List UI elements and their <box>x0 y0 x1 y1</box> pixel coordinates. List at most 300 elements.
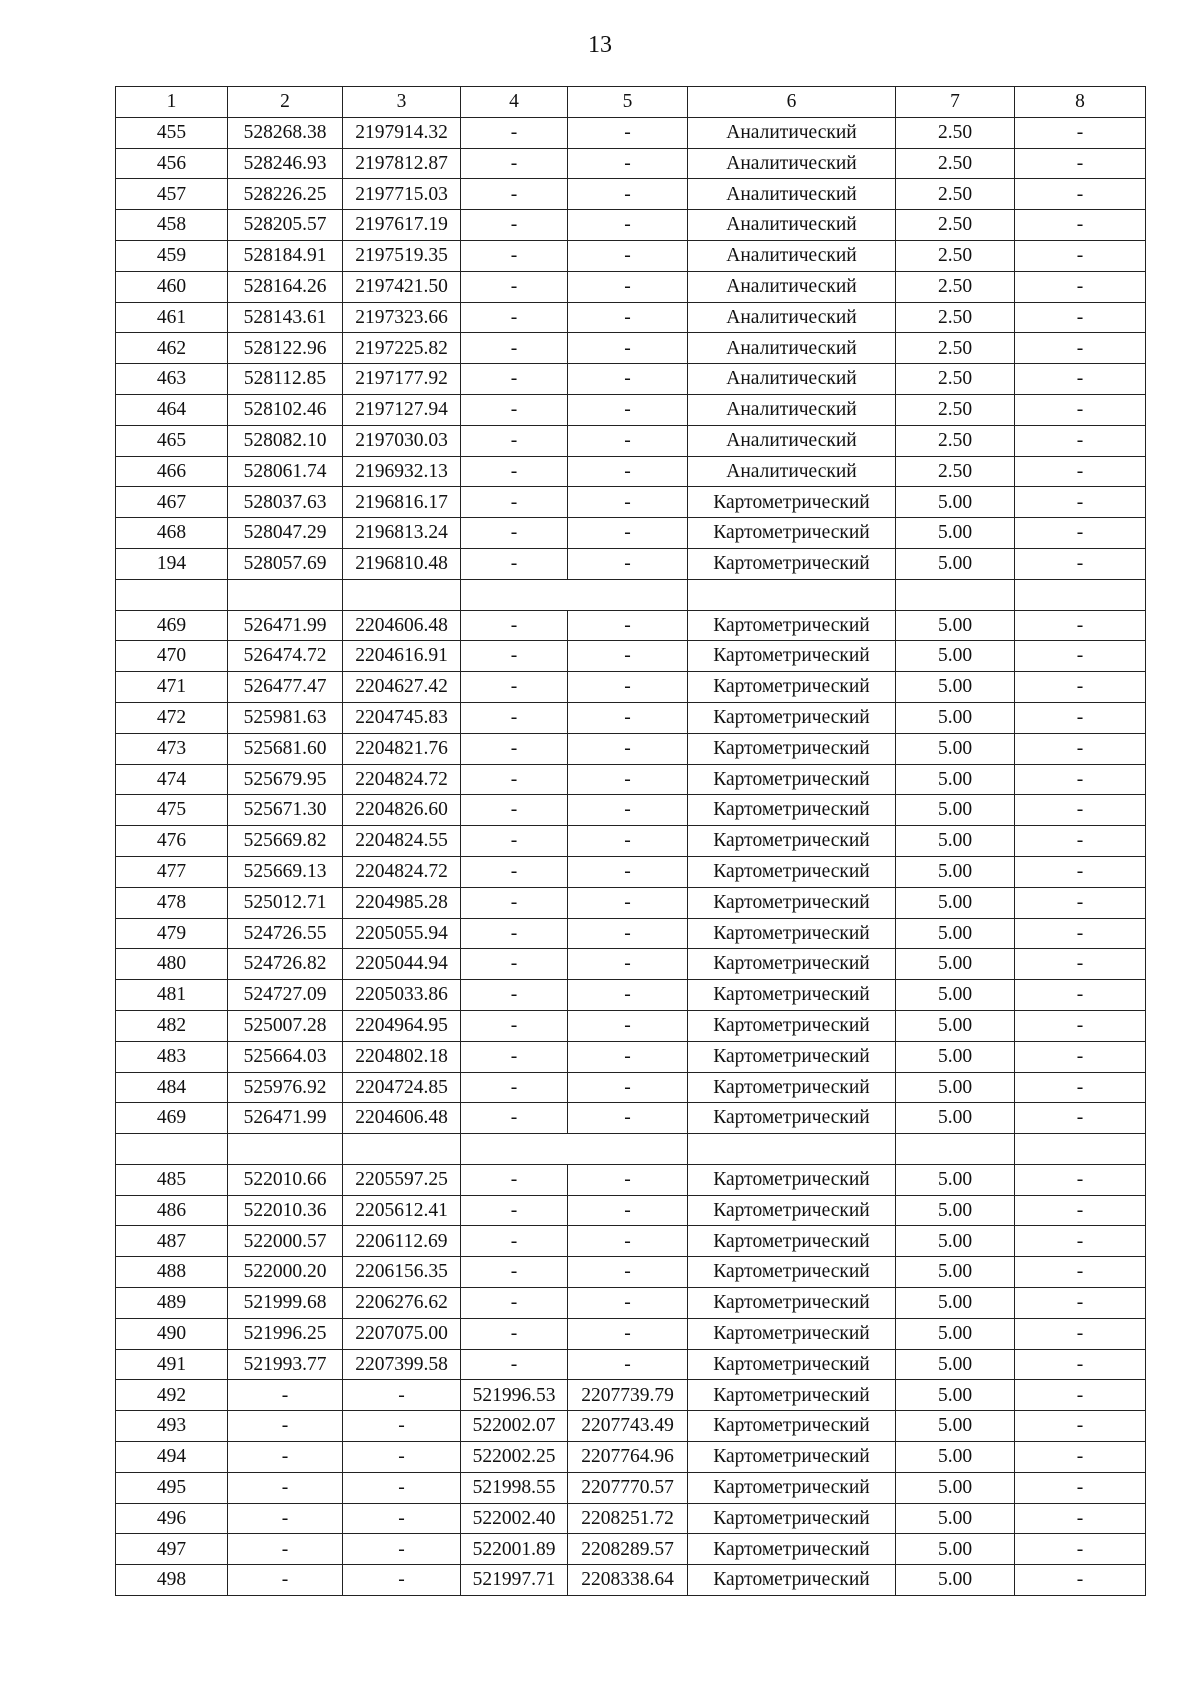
table-cell-col-8: - <box>1015 1288 1146 1319</box>
table-row <box>116 518 1146 549</box>
table-cell-col-6: Картометрический <box>688 1380 896 1411</box>
table-cell-col-2: 521999.68 <box>228 1288 343 1319</box>
table-cell-col-5: - <box>568 1318 688 1349</box>
table-cell-col-6: Картометрический <box>688 1164 896 1195</box>
coordinates-table <box>115 86 1146 1596</box>
table-cell-col-2: 521996.25 <box>228 1318 343 1349</box>
table-cell-col-2: 528164.26 <box>228 271 343 302</box>
table-cell-col-8: - <box>1015 179 1146 210</box>
table-row <box>116 1472 1146 1503</box>
table-cell-col-8: - <box>1015 364 1146 395</box>
table-cell-col-1: 489 <box>116 1288 228 1319</box>
table-cell-col-2: 528102.46 <box>228 394 343 425</box>
table-cell-col-7: 5.00 <box>896 980 1015 1011</box>
table-cell-col-1: 456 <box>116 148 228 179</box>
table-cell-col-2: 525669.82 <box>228 826 343 857</box>
table-cell-col-5: - <box>568 1041 688 1072</box>
table-cell-col-8: - <box>1015 1472 1146 1503</box>
table-cell-col-3: 2204606.48 <box>343 1103 461 1134</box>
table-cell-col-2: 522010.36 <box>228 1195 343 1226</box>
table-cell-col-8: - <box>1015 795 1146 826</box>
column-header-3: 3 <box>343 87 461 118</box>
table-cell-col-5: - <box>568 1349 688 1380</box>
table-cell-col-1: 467 <box>116 487 228 518</box>
table-cell-col-5: - <box>568 980 688 1011</box>
table-cell-col-1: 459 <box>116 240 228 271</box>
table-cell-col-6: Аналитический <box>688 240 896 271</box>
table-cell-col-6: Картометрический <box>688 1288 896 1319</box>
table-cell-col-6: Аналитический <box>688 394 896 425</box>
table-cell-col-3: 2197715.03 <box>343 179 461 210</box>
table-cell-col-2: 525981.63 <box>228 702 343 733</box>
table-cell-col-1: 488 <box>116 1257 228 1288</box>
table-cell-col-5: - <box>568 1257 688 1288</box>
table-cell-col-1: 455 <box>116 117 228 148</box>
table-cell-col-1: 482 <box>116 1010 228 1041</box>
empty-cell <box>568 1134 688 1165</box>
table-cell-col-5: - <box>568 240 688 271</box>
table-cell-col-8: - <box>1015 672 1146 703</box>
table-cell-col-3: 2197323.66 <box>343 302 461 333</box>
empty-cell <box>116 579 228 610</box>
table-cell-col-8: - <box>1015 826 1146 857</box>
table-cell-col-6: Картометрический <box>688 764 896 795</box>
table-row <box>116 918 1146 949</box>
table-cell-col-8: - <box>1015 240 1146 271</box>
table-cell-col-8: - <box>1015 1103 1146 1134</box>
table-row <box>116 856 1146 887</box>
table-cell-col-3: 2204802.18 <box>343 1041 461 1072</box>
table-cell-col-3: 2206112.69 <box>343 1226 461 1257</box>
table-cell-col-2: - <box>228 1503 343 1534</box>
table-cell-col-8: - <box>1015 1534 1146 1565</box>
table-cell-col-5: - <box>568 364 688 395</box>
table-cell-col-7: 2.50 <box>896 425 1015 456</box>
table-cell-col-8: - <box>1015 548 1146 579</box>
table-cell-col-1: 491 <box>116 1349 228 1380</box>
table-row <box>116 240 1146 271</box>
table-cell-col-8: - <box>1015 1318 1146 1349</box>
table-cell-col-3: 2204724.85 <box>343 1072 461 1103</box>
table-cell-col-2: 528082.10 <box>228 425 343 456</box>
table-cell-col-8: - <box>1015 733 1146 764</box>
table-cell-col-7: 5.00 <box>896 1349 1015 1380</box>
separator-row <box>116 1134 1146 1165</box>
table-cell-col-2: 525679.95 <box>228 764 343 795</box>
table-cell-col-7: 5.00 <box>896 1164 1015 1195</box>
table-cell-col-2: 526471.99 <box>228 610 343 641</box>
table-cell-col-5: - <box>568 1072 688 1103</box>
separator-row <box>116 579 1146 610</box>
empty-cell <box>116 1134 228 1165</box>
table-cell-col-3: - <box>343 1565 461 1596</box>
table-cell-col-4: - <box>461 1288 568 1319</box>
table-cell-col-6: Картометрический <box>688 1411 896 1442</box>
column-header-1: 1 <box>116 87 228 118</box>
table-cell-col-8: - <box>1015 1442 1146 1473</box>
table-cell-col-5: - <box>568 733 688 764</box>
table-cell-col-1: 468 <box>116 518 228 549</box>
table-cell-col-6: Картометрический <box>688 795 896 826</box>
table-cell-col-4: 521997.71 <box>461 1565 568 1596</box>
table-cell-col-6: Картометрический <box>688 826 896 857</box>
table-cell-col-2: 522000.20 <box>228 1257 343 1288</box>
table-cell-col-2: - <box>228 1534 343 1565</box>
table-cell-col-7: 5.00 <box>896 641 1015 672</box>
table-cell-col-1: 472 <box>116 702 228 733</box>
table-cell-col-8: - <box>1015 1380 1146 1411</box>
table-cell-col-6: Картометрический <box>688 1472 896 1503</box>
table-cell-col-1: 460 <box>116 271 228 302</box>
table-cell-col-2: 524726.82 <box>228 949 343 980</box>
table-cell-col-1: 480 <box>116 949 228 980</box>
table-cell-col-8: - <box>1015 148 1146 179</box>
table-row <box>116 271 1146 302</box>
table-cell-col-7: 5.00 <box>896 918 1015 949</box>
table-cell-col-8: - <box>1015 1195 1146 1226</box>
table-cell-col-3: 2204985.28 <box>343 887 461 918</box>
table-cell-col-7: 5.00 <box>896 949 1015 980</box>
table-cell-col-1: 458 <box>116 210 228 241</box>
table-row <box>116 179 1146 210</box>
table-cell-col-7: 2.50 <box>896 117 1015 148</box>
table-cell-col-1: 464 <box>116 394 228 425</box>
table-cell-col-7: 5.00 <box>896 887 1015 918</box>
table-cell-col-4: - <box>461 487 568 518</box>
table-cell-col-5: - <box>568 117 688 148</box>
table-row <box>116 548 1146 579</box>
table-cell-col-2: 526471.99 <box>228 1103 343 1134</box>
table-cell-col-2: 528112.85 <box>228 364 343 395</box>
table-cell-col-6: Картометрический <box>688 1041 896 1072</box>
table-cell-col-1: 481 <box>116 980 228 1011</box>
table-cell-col-6: Картометрический <box>688 1257 896 1288</box>
table-cell-col-3: - <box>343 1411 461 1442</box>
table-cell-col-7: 5.00 <box>896 518 1015 549</box>
table-cell-col-5: - <box>568 826 688 857</box>
table-cell-col-8: - <box>1015 1503 1146 1534</box>
table-cell-col-5: - <box>568 887 688 918</box>
table-row <box>116 487 1146 518</box>
table-cell-col-4: - <box>461 271 568 302</box>
table-cell-col-8: - <box>1015 1226 1146 1257</box>
table-cell-col-2: 521993.77 <box>228 1349 343 1380</box>
table-cell-col-4: 522002.40 <box>461 1503 568 1534</box>
table-cell-col-2: 525664.03 <box>228 1041 343 1072</box>
table-cell-col-6: Картометрический <box>688 1195 896 1226</box>
table-cell-col-4: - <box>461 456 568 487</box>
table-cell-col-5: - <box>568 702 688 733</box>
empty-cell <box>688 1134 896 1165</box>
table-cell-col-5: - <box>568 672 688 703</box>
table-cell-col-5: - <box>568 856 688 887</box>
table-cell-col-6: Картометрический <box>688 487 896 518</box>
table-cell-col-6: Аналитический <box>688 179 896 210</box>
table-cell-col-4: - <box>461 1103 568 1134</box>
table-cell-col-2: 525671.30 <box>228 795 343 826</box>
table-cell-col-4: - <box>461 1072 568 1103</box>
table-cell-col-3: 2205044.94 <box>343 949 461 980</box>
table-cell-col-1: 494 <box>116 1442 228 1473</box>
table-cell-col-4: - <box>461 210 568 241</box>
table-cell-col-2: 522010.66 <box>228 1164 343 1195</box>
table-cell-col-6: Аналитический <box>688 456 896 487</box>
table-cell-col-8: - <box>1015 1072 1146 1103</box>
table-cell-col-7: 5.00 <box>896 1442 1015 1473</box>
table-cell-col-1: 462 <box>116 333 228 364</box>
table-row <box>116 1349 1146 1380</box>
table-cell-col-3: 2204824.72 <box>343 856 461 887</box>
table-cell-col-8: - <box>1015 1257 1146 1288</box>
table-cell-col-1: 483 <box>116 1041 228 1072</box>
table-cell-col-6: Картометрический <box>688 1318 896 1349</box>
table-cell-col-2: - <box>228 1442 343 1473</box>
empty-cell <box>568 579 688 610</box>
table-cell-col-8: - <box>1015 702 1146 733</box>
table-cell-col-8: - <box>1015 302 1146 333</box>
table-cell-col-4: - <box>461 148 568 179</box>
table-cell-col-8: - <box>1015 210 1146 241</box>
table-body <box>116 117 1146 1595</box>
table-cell-col-3: 2196813.24 <box>343 518 461 549</box>
table-cell-col-6: Картометрический <box>688 1503 896 1534</box>
table-cell-col-1: 471 <box>116 672 228 703</box>
table-cell-col-3: 2204964.95 <box>343 1010 461 1041</box>
table-cell-col-5: - <box>568 1226 688 1257</box>
table-cell-col-7: 2.50 <box>896 271 1015 302</box>
table-cell-col-6: Картометрический <box>688 1442 896 1473</box>
table-cell-col-1: 474 <box>116 764 228 795</box>
table-cell-col-3: 2204745.83 <box>343 702 461 733</box>
table-cell-col-7: 5.00 <box>896 795 1015 826</box>
table-cell-col-2: 525681.60 <box>228 733 343 764</box>
table-cell-col-6: Аналитический <box>688 333 896 364</box>
table-cell-col-5: - <box>568 148 688 179</box>
column-header-2: 2 <box>228 87 343 118</box>
table-cell-col-8: - <box>1015 394 1146 425</box>
table-cell-col-5: - <box>568 271 688 302</box>
table-cell-col-7: 5.00 <box>896 1257 1015 1288</box>
table-row <box>116 1072 1146 1103</box>
table-cell-col-5: - <box>568 179 688 210</box>
table-row <box>116 425 1146 456</box>
table-cell-col-5: - <box>568 1103 688 1134</box>
table-row <box>116 641 1146 672</box>
table-cell-col-2: - <box>228 1380 343 1411</box>
table-cell-col-6: Картометрический <box>688 672 896 703</box>
table-row <box>116 1442 1146 1473</box>
table-cell-col-2: 528143.61 <box>228 302 343 333</box>
table-cell-col-7: 5.00 <box>896 702 1015 733</box>
empty-cell <box>228 1134 343 1165</box>
table-cell-col-3: - <box>343 1442 461 1473</box>
table-cell-col-1: 493 <box>116 1411 228 1442</box>
empty-cell <box>1015 1134 1146 1165</box>
table-cell-col-1: 469 <box>116 610 228 641</box>
table-cell-col-4: - <box>461 949 568 980</box>
table-cell-col-3: 2204606.48 <box>343 610 461 641</box>
table-row <box>116 672 1146 703</box>
table-cell-col-2: 528057.69 <box>228 548 343 579</box>
table-cell-col-5: - <box>568 425 688 456</box>
table-cell-col-7: 2.50 <box>896 394 1015 425</box>
table-cell-col-6: Картометрический <box>688 887 896 918</box>
table-cell-col-1: 469 <box>116 1103 228 1134</box>
table-cell-col-7: 5.00 <box>896 1380 1015 1411</box>
table-cell-col-4: - <box>461 364 568 395</box>
table-cell-col-5: - <box>568 394 688 425</box>
table-cell-col-7: 5.00 <box>896 1318 1015 1349</box>
table-cell-col-6: Картометрический <box>688 641 896 672</box>
table-row <box>116 364 1146 395</box>
table-cell-col-8: - <box>1015 1164 1146 1195</box>
table-cell-col-4: - <box>461 1195 568 1226</box>
table-cell-col-7: 5.00 <box>896 1195 1015 1226</box>
column-header-8: 8 <box>1015 87 1146 118</box>
table-row <box>116 1041 1146 1072</box>
table-cell-col-8: - <box>1015 980 1146 1011</box>
table-cell-col-1: 486 <box>116 1195 228 1226</box>
table-cell-col-1: 476 <box>116 826 228 857</box>
table-cell-col-3: 2206156.35 <box>343 1257 461 1288</box>
table-cell-col-2: 528037.63 <box>228 487 343 518</box>
table-cell-col-3: 2204824.55 <box>343 826 461 857</box>
table-cell-col-5: 2207739.79 <box>568 1380 688 1411</box>
column-header-6: 6 <box>688 87 896 118</box>
table-cell-col-5: - <box>568 918 688 949</box>
table-cell-col-4: - <box>461 1164 568 1195</box>
empty-cell <box>228 579 343 610</box>
table-cell-col-4: - <box>461 1010 568 1041</box>
table-cell-col-4: - <box>461 641 568 672</box>
column-header-7: 7 <box>896 87 1015 118</box>
table-row <box>116 1164 1146 1195</box>
table-cell-col-6: Картометрический <box>688 856 896 887</box>
table-row <box>116 1318 1146 1349</box>
table-cell-col-5: - <box>568 641 688 672</box>
table-cell-col-8: - <box>1015 271 1146 302</box>
table-cell-col-3: 2197127.94 <box>343 394 461 425</box>
table-cell-col-5: 2207770.57 <box>568 1472 688 1503</box>
table-cell-col-6: Аналитический <box>688 210 896 241</box>
table-cell-col-3: 2204821.76 <box>343 733 461 764</box>
table-cell-col-5: 2207764.96 <box>568 1442 688 1473</box>
page-number: 13 <box>588 32 612 58</box>
table-cell-col-8: - <box>1015 610 1146 641</box>
table-cell-col-8: - <box>1015 456 1146 487</box>
table-row <box>116 394 1146 425</box>
table-cell-col-2: 528205.57 <box>228 210 343 241</box>
table-cell-col-7: 2.50 <box>896 148 1015 179</box>
table-cell-col-4: - <box>461 179 568 210</box>
empty-cell <box>1015 579 1146 610</box>
table-cell-col-2: 528184.91 <box>228 240 343 271</box>
table-row <box>116 210 1146 241</box>
table-cell-col-4: - <box>461 1318 568 1349</box>
table-cell-col-2: 522000.57 <box>228 1226 343 1257</box>
table-cell-col-6: Картометрический <box>688 518 896 549</box>
table-cell-col-5: 2207743.49 <box>568 1411 688 1442</box>
table-cell-col-4: - <box>461 764 568 795</box>
table-cell-col-4: - <box>461 918 568 949</box>
table-cell-col-7: 5.00 <box>896 1503 1015 1534</box>
table-cell-col-8: - <box>1015 1411 1146 1442</box>
table-cell-col-4: - <box>461 548 568 579</box>
table-cell-col-4: 521996.53 <box>461 1380 568 1411</box>
column-header-5: 5 <box>568 87 688 118</box>
table-cell-col-3: 2197421.50 <box>343 271 461 302</box>
table-cell-col-4: 522002.25 <box>461 1442 568 1473</box>
table-cell-col-7: 5.00 <box>896 826 1015 857</box>
table-cell-col-2: 525012.71 <box>228 887 343 918</box>
table-cell-col-7: 5.00 <box>896 487 1015 518</box>
table-cell-col-4: - <box>461 333 568 364</box>
empty-cell <box>896 1134 1015 1165</box>
table-cell-col-3: 2204627.42 <box>343 672 461 703</box>
table-cell-col-2: 524726.55 <box>228 918 343 949</box>
table-cell-col-7: 5.00 <box>896 733 1015 764</box>
table-cell-col-2: 528246.93 <box>228 148 343 179</box>
table-cell-col-1: 457 <box>116 179 228 210</box>
table-cell-col-1: 465 <box>116 425 228 456</box>
table-row <box>116 1565 1146 1596</box>
table-cell-col-1: 477 <box>116 856 228 887</box>
table-cell-col-2: 528122.96 <box>228 333 343 364</box>
table-row <box>116 1411 1146 1442</box>
table-cell-col-2: 528061.74 <box>228 456 343 487</box>
table-cell-col-7: 2.50 <box>896 302 1015 333</box>
table-cell-col-5: - <box>568 518 688 549</box>
table-cell-col-6: Картометрический <box>688 1226 896 1257</box>
table-row <box>116 795 1146 826</box>
table-cell-col-1: 478 <box>116 887 228 918</box>
table-cell-col-4: - <box>461 117 568 148</box>
table-cell-col-4: - <box>461 1226 568 1257</box>
table-cell-col-4: - <box>461 1257 568 1288</box>
table-cell-col-3: 2207399.58 <box>343 1349 461 1380</box>
table-cell-col-4: - <box>461 394 568 425</box>
table-row <box>116 887 1146 918</box>
table-row <box>116 1503 1146 1534</box>
table-cell-col-7: 2.50 <box>896 333 1015 364</box>
table-row <box>116 826 1146 857</box>
table-cell-col-5: 2208251.72 <box>568 1503 688 1534</box>
table-cell-col-5: - <box>568 1164 688 1195</box>
table-cell-col-1: 492 <box>116 1380 228 1411</box>
table-cell-col-6: Картометрический <box>688 1010 896 1041</box>
table-header-row <box>116 87 1146 118</box>
table-cell-col-1: 463 <box>116 364 228 395</box>
table-cell-col-3: 2197519.35 <box>343 240 461 271</box>
table-row <box>116 1534 1146 1565</box>
table-cell-col-1: 498 <box>116 1565 228 1596</box>
table-cell-col-5: - <box>568 1195 688 1226</box>
table-cell-col-6: Картометрический <box>688 1103 896 1134</box>
table-cell-col-5: - <box>568 949 688 980</box>
table-cell-col-1: 497 <box>116 1534 228 1565</box>
table-cell-col-1: 496 <box>116 1503 228 1534</box>
table-cell-col-4: - <box>461 240 568 271</box>
table-cell-col-1: 461 <box>116 302 228 333</box>
table-row <box>116 1288 1146 1319</box>
table-cell-col-6: Картометрический <box>688 1534 896 1565</box>
table-cell-col-3: - <box>343 1534 461 1565</box>
table-cell-col-2: 528047.29 <box>228 518 343 549</box>
empty-cell <box>461 579 568 610</box>
table-cell-col-4: - <box>461 733 568 764</box>
table-cell-col-2: 528226.25 <box>228 179 343 210</box>
table-cell-col-1: 484 <box>116 1072 228 1103</box>
